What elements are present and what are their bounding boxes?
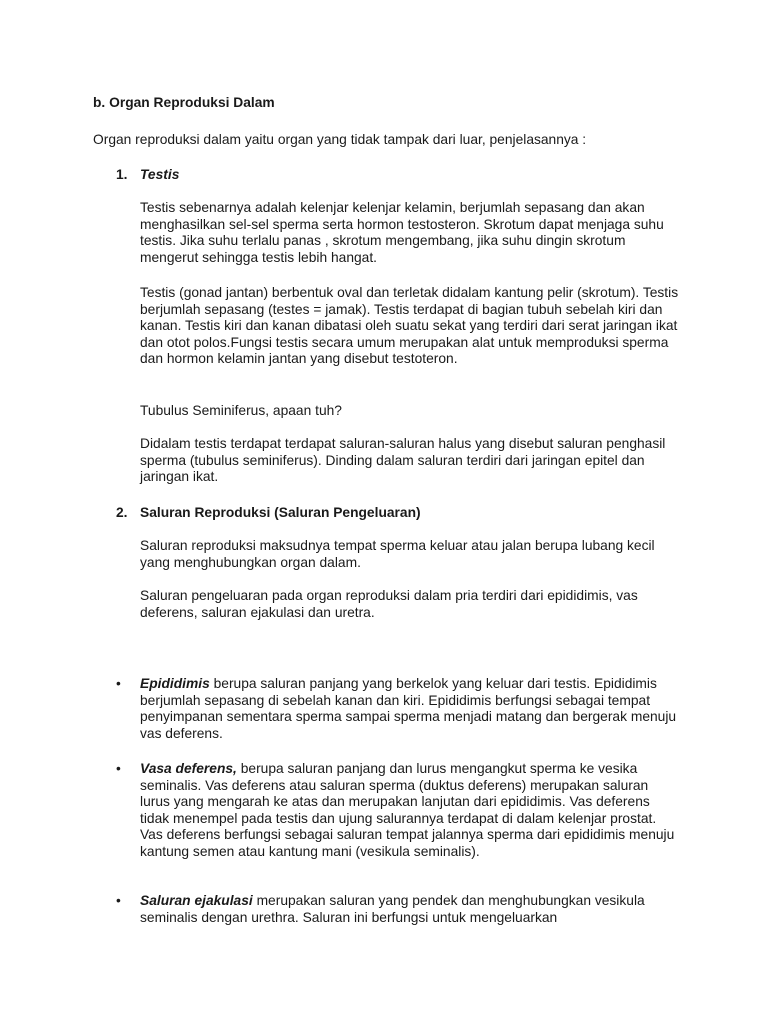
paragraph: Testis sebenarnya adalah kelenjar kelenjar kelamin, berjumlah sepasang dan akan menghasilkan sel-sel sperma serta hormon testosteron. Skrotum dapat menjaga suhu testis. Jika suhu terlalu panas , skrotum mengembang, jika suhu dingin skrotum mengerut sehingga testis lebih hangat. [140,200,664,265]
paragraph: Tubulus Seminiferus, apaan tuh? [140,403,342,418]
list-number: 2. [116,505,128,520]
bullet-icon: • [116,676,121,691]
paragraph: Saluran pengeluaran pada organ reproduksi dalam pria terdiri dari epididimis, vas deferens, saluran ejakulasi dan uretra. [140,588,638,620]
paragraph: Saluran reproduksi maksudnya tempat sperma keluar atau jalan berupa lubang kecil yang menghubungkan organ dalam. [140,538,655,570]
section-heading: b. Organ Reproduksi Dalam [93,95,275,110]
bullet-item [140,676,680,742]
list-number: 1. [116,167,128,182]
paragraph: Testis (gonad jantan) berbentuk oval dan terletak didalam kantung pelir (skrotum). Testis berjumlah sepasang (testes = jamak). Testis terdapat di bagian tubuh sebelah kiri dan kanan. Testis kiri dan kanan dibatasi oleh suatu sekat yang terdiri dari serat jaringan ikat dan otot polos.Fungsi testis secara umum merupakan alat untuk memproduksi sperma dan hormon kelamin jantan yang disebut testoteron. [140,285,679,367]
bullet-icon: • [116,761,121,776]
list-item-title: Testis [140,167,180,182]
bullet-item [140,761,680,861]
paragraph: Didalam testis terdapat terdapat saluran-saluran halus yang disebut saluran penghasil sperma (tubulus seminiferus). Dinding dalam saluran terdiri dari jaringan epitel dan jaringan ikat. [140,436,666,485]
intro-paragraph: Organ reproduksi dalam yaitu organ yang tidak tampak dari luar, penjelasannya : [93,132,587,147]
bullet-term: Vasa deferens, [140,761,237,776]
bullet-icon: • [116,893,121,908]
bullet-item [140,893,680,926]
list-item-title: Saluran Reproduksi (Saluran Pengeluaran) [140,505,421,520]
bullet-term: Saluran ejakulasi [140,893,253,908]
bullet-text: berupa saluran panjang yang berkelok yang keluar dari testis. Epididimis berjumlah sepasang di sebelah kanan dan kiri. Epididimis berfungsi sebagai tempat penyimpanan sementara sperma sampai sperma menjadi matang dan bergerak menuju vas deferens. [140,676,677,741]
bullet-text: berupa saluran panjang dan lurus mengangkut sperma ke vesika seminalis. Vas deferens atau saluran sperma (duktus deferens) merupakan saluran lurus yang mengarah ke atas dan merupakan lanjutan dari epididimis. Vas deferens tidak menempel pada testis dan ujung salurannya terdapat di dalam kelenjar prostat. Vas deferens berfungsi sebagai saluran tempat jalannya sperma dari epididimis menuju kantung semen atau kantung mani (vesikula seminalis). [140,761,675,859]
bullet-text: merupakan saluran yang pendek dan menghubungkan vesikula seminalis dengan urethra. Saluran ini berfungsi untuk mengeluarkan [140,893,645,925]
bullet-term: Epididimis [140,676,210,691]
